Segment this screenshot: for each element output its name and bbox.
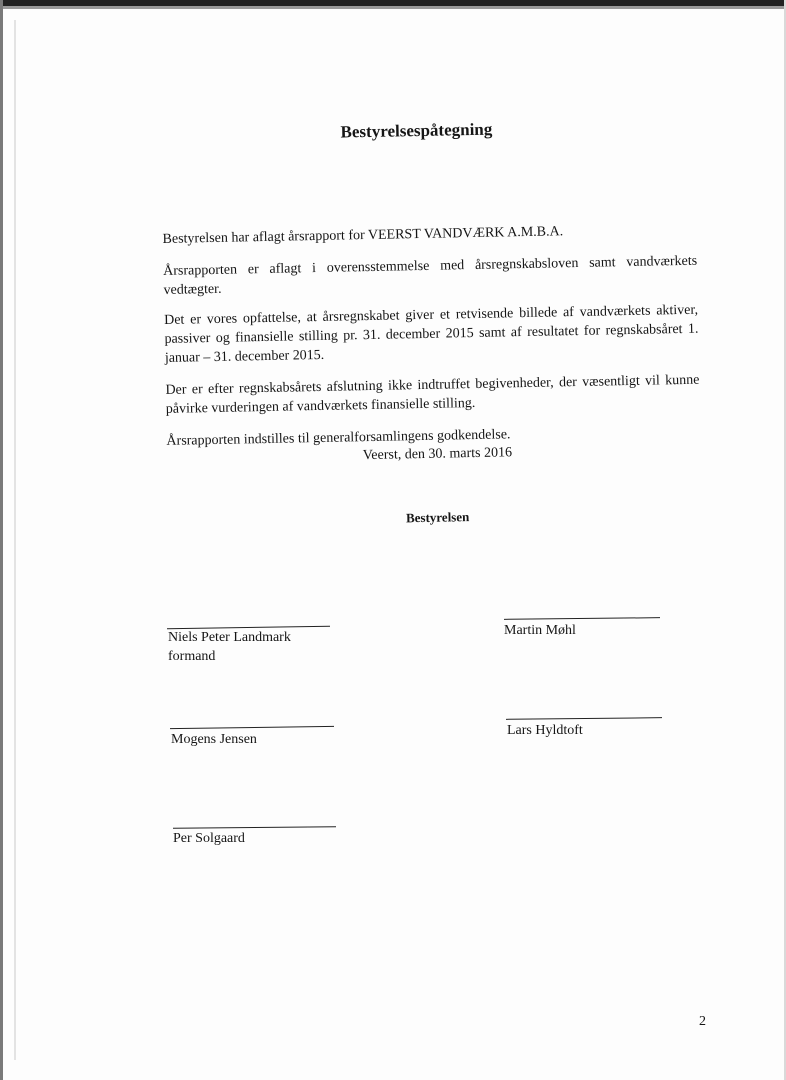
page-number: 2	[699, 1014, 706, 1029]
paragraph-1: Bestyrelsen har aflagt årsrapport for VEERST VANDVÆRK A.M.B.A.	[162, 224, 564, 247]
signatory-4-name: Lars Hyldtoft	[507, 723, 583, 738]
paragraph-3: Det er vores opfattelse, at årsregnskabet giver et retvisende billede af vandværkets aktiver, passiver og finansielle stilling pr. 31. december 2015 samt af resultatet for regnskabsåret 1. januar – 31. december 2015.	[164, 302, 699, 366]
paragraph-2: Årsrapporten er aflagt i overensstemmelse med årsregnskabsloven samt vandværkets vedtægter.	[163, 253, 698, 298]
signature-line-2	[504, 617, 660, 620]
document-title: Bestyrelsespåtegning	[340, 119, 493, 142]
signatory-3-name: Mogens Jensen	[171, 732, 257, 747]
board-heading: Bestyrelsen	[405, 509, 470, 526]
scan-left-edge	[0, 0, 3, 1080]
signatory-5-name: Per Solgaard	[173, 831, 245, 846]
signatory-1-role: formand	[168, 649, 216, 664]
signature-line-4	[506, 717, 662, 720]
signatory-1-name: Niels Peter Landmark	[168, 630, 291, 645]
scan-top-shadow	[0, 6, 786, 9]
paragraph-5: Årsrapporten indstilles til generalforsamlingens godkendelse.	[166, 427, 511, 449]
paragraph-4: Der er efter regnskabsårets afslutning ikke indtruffet begivenheder, der væsentligt vil kunne påvirke vurderingen af vandværkets finansielle stilling.	[165, 372, 700, 417]
signatory-2-name: Martin Møhl	[504, 623, 576, 638]
place-date: Veerst, den 30. marts 2016	[362, 445, 513, 464]
signature-line-3	[170, 726, 334, 729]
scan-left-fold	[14, 20, 16, 1060]
